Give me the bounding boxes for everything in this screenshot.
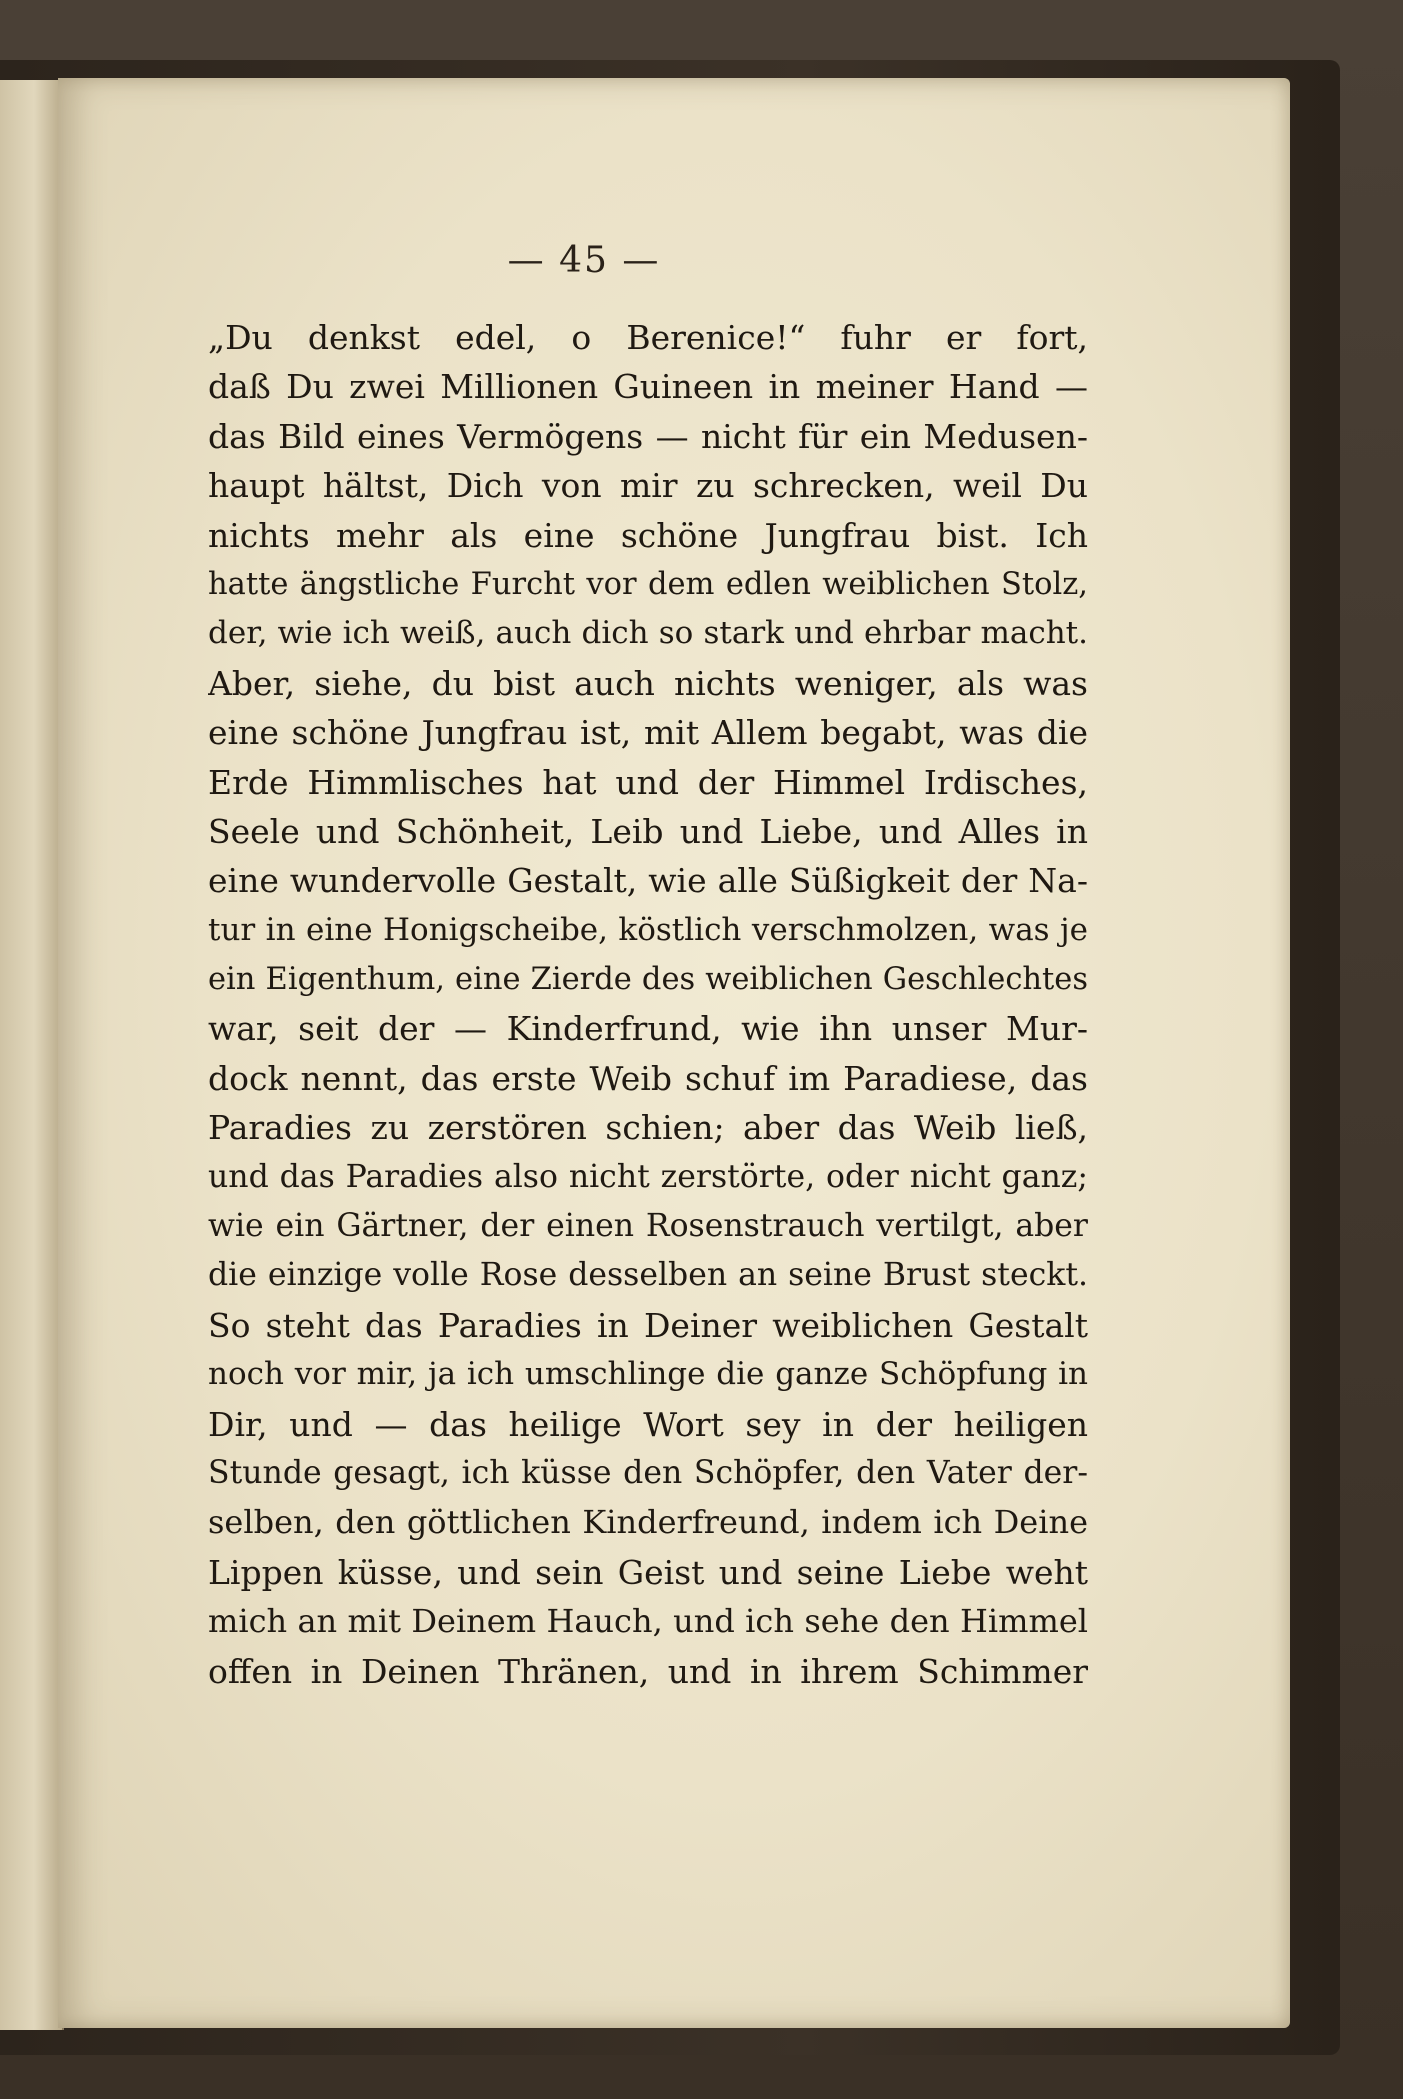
text-line: ein Eigenthum, eine Zierde des weiblichen Geschlechtes: [208, 962, 1088, 998]
text-line: offen in Deinen Thränen, und in ihrem Schimmer: [208, 1651, 1088, 1691]
page-text: [208, 313, 1088, 1696]
text-line: tur in eine Honigscheibe, köstlich verschmolzen, was je: [208, 911, 1088, 948]
text-line: So steht das Paradies in Deiner weiblichen Gestalt: [208, 1305, 1088, 1345]
text-line: Stunde gesagt, ich küsse den Schöpfer, den Vater der-: [208, 1454, 1088, 1491]
text-line: dock nennt, das erste Weib schuf im Paradiese, das: [208, 1058, 1088, 1098]
text-line: und das Paradies also nicht zerstörte, oder nicht ganz;: [208, 1158, 1088, 1195]
text-line: war, seit der — Kinderfrund, wie ihn unser Mur-: [208, 1009, 1088, 1049]
text-line: das Bild eines Vermögens — nicht für ein Medusen-: [208, 416, 1088, 456]
text-line: eine wundervolle Gestalt, wie alle Süßigkeit der Na-: [208, 861, 1088, 901]
previous-page-edge: [0, 80, 64, 2030]
text-line: daß Du zwei Millionen Guineen in meiner Hand —: [208, 367, 1088, 407]
text-line: die einzige volle Rose desselben an seine Brust steckt.: [208, 1257, 1088, 1294]
text-line: nichts mehr als eine schöne Jungfrau bist. Ich: [208, 515, 1088, 555]
text-line: Lippen küsse, und sein Geist und seine Liebe weht: [208, 1552, 1088, 1592]
text-line: der, wie ich weiß, auch dich so stark und ehrbar macht.: [208, 615, 1088, 652]
text-line: hatte ängstliche Furcht vor dem edlen weiblichen Stolz,: [208, 566, 1088, 602]
text-line: Paradies zu zerstören schien; aber das Weib ließ,: [208, 1108, 1088, 1148]
text-line: „Du denkst edel, o Berenice!“ fuhr er fort,: [208, 318, 1088, 357]
text-line: selben, den göttlichen Kinderfreund, indem ich Deine: [208, 1503, 1088, 1542]
text-line: haupt hältst, Dich von mir zu schrecken, weil Du: [208, 466, 1088, 506]
text-line: noch vor mir, ja ich umschlinge die ganze Schöpfung in: [208, 1356, 1088, 1393]
text-line: Seele und Schönheit, Leib und Liebe, und Alles in: [208, 811, 1088, 851]
book-page: [58, 78, 1290, 2028]
text-line: Erde Himmlisches hat und der Himmel Irdisches,: [208, 762, 1088, 802]
text-line: wie ein Gärtner, der einen Rosenstrauch vertilgt, aber: [208, 1208, 1088, 1245]
text-line: Aber, siehe, du bist auch nichts weniger, als was: [208, 663, 1088, 703]
text-line: Dir, und — das heilige Wort sey in der heiligen: [208, 1404, 1088, 1444]
text-line: eine schöne Jungfrau ist, mit Allem begabt, was die: [208, 713, 1088, 753]
page-number: — 45 —: [507, 240, 661, 281]
text-line: mich an mit Deinem Hauch, und ich sehe den Himmel: [208, 1602, 1088, 1641]
